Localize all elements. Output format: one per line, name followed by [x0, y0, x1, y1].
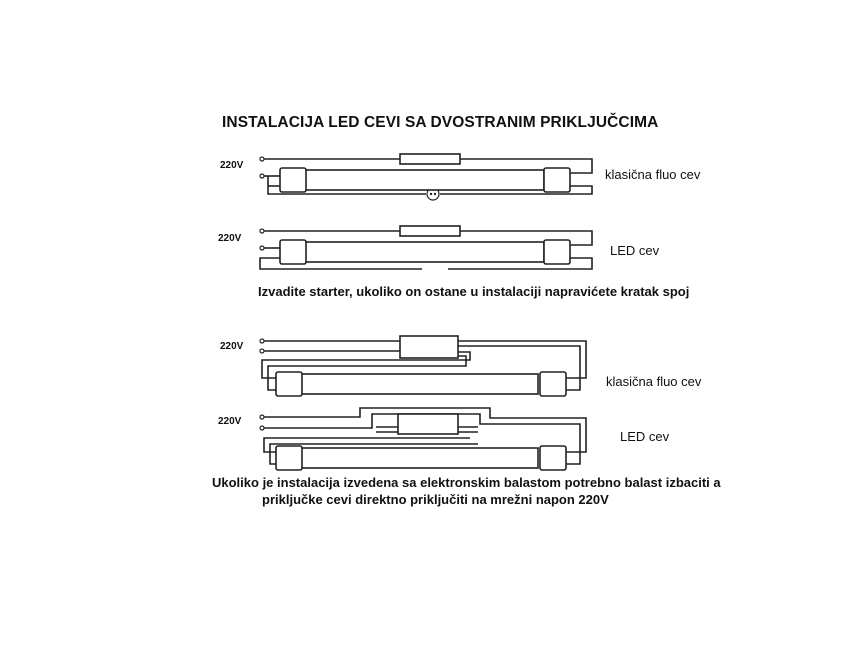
- tube-cap-left: [276, 372, 302, 396]
- stub-left: [376, 427, 398, 432]
- tube-type-label: LED cev: [620, 429, 670, 444]
- pins-right: [570, 245, 578, 258]
- tube-cap-right: [544, 240, 570, 264]
- electronic-ballast: [400, 336, 458, 358]
- voltage-label: 220V: [218, 416, 242, 427]
- tube: [282, 374, 538, 394]
- diagram-fluo-electronic: [260, 336, 586, 396]
- pins-right: [566, 378, 572, 390]
- terminal-n: [260, 349, 264, 353]
- tube-type-label: LED cev: [610, 243, 660, 258]
- starter-note: Izvadite starter, ukoliko on ostane u instalaciji napravićete kratak spoj: [258, 284, 690, 299]
- pins-right: [566, 452, 572, 464]
- terminal-n: [260, 426, 264, 430]
- ballast: [400, 154, 460, 164]
- page-title: INSTALACIJA LED CEVI SA DVOSTRANIM PRIKLJUČCIMA: [222, 114, 659, 131]
- starter-contact: [434, 193, 436, 195]
- ballast-note-line-2: priključke cevi direktno priključiti na mrežni napon 220V: [262, 492, 609, 507]
- voltage-label: 220V: [220, 160, 244, 171]
- pins-right: [570, 173, 578, 186]
- tube: [282, 448, 538, 468]
- terminal-l: [260, 339, 264, 343]
- tube-cap-left: [280, 168, 306, 192]
- tube-cap-right: [540, 372, 566, 396]
- ballast-note-line-1: Ukoliko je instalacija izvedena sa elektronskim balastom potrebno balast izbaciti a: [212, 475, 721, 490]
- starter-contact: [430, 193, 432, 195]
- voltage-label: 220V: [220, 341, 244, 352]
- removed-ballast: [398, 414, 458, 434]
- diagram-led-2: [260, 408, 586, 470]
- terminal-l: [260, 157, 264, 161]
- terminal-n: [260, 174, 264, 178]
- tube-cap-left: [276, 446, 302, 470]
- terminal-l: [260, 229, 264, 233]
- tube-cap-left: [280, 240, 306, 264]
- terminal-n: [260, 246, 264, 250]
- wire-mains: [264, 341, 400, 351]
- tube-cap-right: [544, 168, 570, 192]
- voltage-label: 220V: [218, 233, 242, 244]
- tube-type-label: klasična fluo cev: [606, 374, 702, 389]
- stub-right: [458, 427, 478, 432]
- tube: [286, 242, 544, 262]
- tube: [286, 170, 544, 190]
- terminal-l: [260, 415, 264, 419]
- tube-cap-right: [540, 446, 566, 470]
- diagram-led-1: [260, 226, 592, 269]
- ballast: [400, 226, 460, 236]
- diagram-fluo-classic: [260, 154, 592, 200]
- tube-type-label: klasična fluo cev: [605, 167, 701, 182]
